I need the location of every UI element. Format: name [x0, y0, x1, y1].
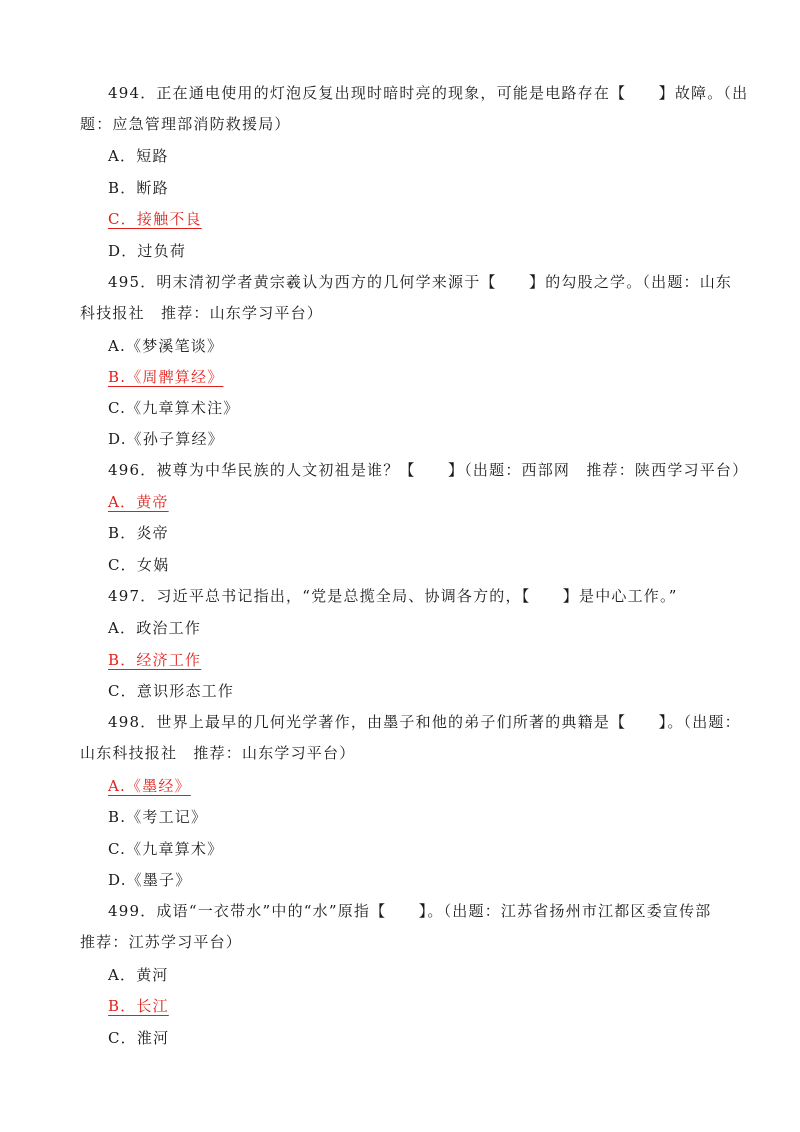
question-499-option-a: A．黄河: [108, 966, 169, 984]
question-496-option-b: B．炎帝: [108, 524, 169, 542]
question-494-option-b: B．断路: [108, 179, 169, 197]
question-498-option-b: B.《考工记》: [108, 808, 208, 826]
question-499-stem: [80, 896, 728, 958]
question-497-option-c: C．意识形态工作: [108, 682, 235, 700]
question-495-option-d: D.《孙子算经》: [108, 430, 224, 448]
question-stem-line2: 山东科技报社 推荐：山东学习平台）: [80, 744, 356, 762]
question-stem-line1: 495．明末清初学者黄宗羲认为西方的几何学来源于【 】的勾股之学。（出题：山东: [108, 273, 733, 291]
question-stem-line2: 科技报社 推荐：山东学习平台）: [80, 304, 324, 322]
question-stem-line1: 496．被尊为中华民族的人文初祖是谁？【 】（出题：西部网 推荐：陕西学习平台）: [108, 461, 749, 479]
question-494-option-a: A．短路: [108, 147, 169, 165]
question-494-stem: [80, 78, 749, 140]
question-stem-line1: 497．习近平总书记指出，“党是总揽全局、协调各方的，【 】是中心工作。”: [108, 587, 678, 605]
question-497-stem: [108, 581, 728, 612]
question-497-option-a: A．政治工作: [108, 619, 202, 637]
question-stem-line1: 494．正在通电使用的灯泡反复出现时暗时亮的现象，可能是电路存在【 】故障。（出: [108, 84, 749, 102]
question-stem-line1: 498．世界上最早的几何光学著作，由墨子和他的弟子们所著的典籍是【 】。（出题：: [108, 713, 741, 731]
question-495-option-c: C.《九章算术注》: [108, 399, 240, 417]
question-495-option-a: A.《梦溪笔谈》: [108, 337, 224, 355]
question-498-option-a-correct: A.《墨经》: [108, 777, 191, 795]
question-494-option-d: D．过负荷: [108, 242, 187, 260]
question-stem-line2: 推荐：江苏学习平台）: [80, 933, 243, 951]
question-496-stem: [108, 455, 749, 486]
question-496-option-a-correct: A．黄帝: [108, 493, 169, 511]
question-499-option-c: C．淮河: [108, 1029, 170, 1047]
question-496-option-c: C．女娲: [108, 556, 170, 574]
question-stem-line1: 499．成语“一衣带水”中的“水”原指【 】。（出题：江苏省扬州市江都区委宣传部: [108, 902, 712, 920]
question-498-option-c: C.《九章算术》: [108, 840, 224, 858]
question-495-stem: [80, 267, 733, 329]
question-stem-line2: 题：应急管理部消防救援局）: [80, 115, 291, 133]
question-494-option-c-correct: C．接触不良: [108, 210, 202, 228]
question-498-stem: [80, 707, 741, 769]
question-498-option-d: D.《墨子》: [108, 871, 192, 889]
question-495-option-b-correct: B.《周髀算经》: [108, 368, 224, 386]
question-499-option-b-correct: B．长江: [108, 997, 169, 1015]
question-497-option-b-correct: B．经济工作: [108, 651, 202, 669]
